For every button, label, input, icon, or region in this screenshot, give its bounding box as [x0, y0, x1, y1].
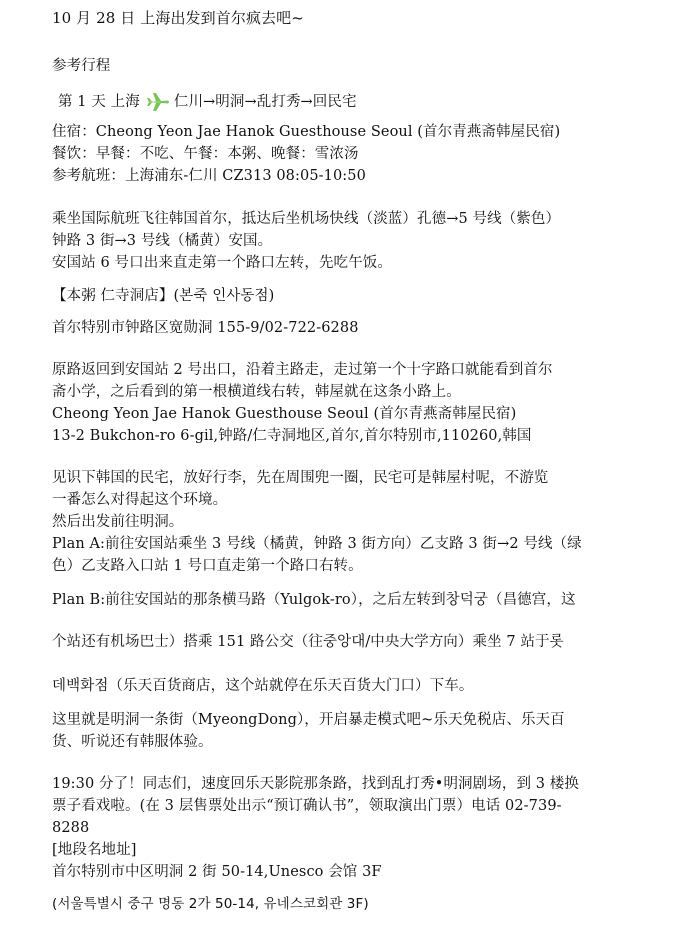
guesthouse-address: 13-2 Bukchon-ro 6-gil,钟路/仁寺洞地区,首尔,首尔特别市,110260,韩国 — [52, 428, 532, 444]
transport-line-1: 乘坐国际航班飞往韩国首尔，抵达后坐机场快线（淡蓝）孔德→5 号线（紫色） — [52, 211, 561, 227]
activity-line-3: 然后出发前往明洞。 — [52, 514, 184, 530]
transport-line-3: 安国站 6 号口出来直走第一个路口左转，先吃午饭。 — [52, 255, 392, 271]
route-line-2: 斋小学，之后看到的第一根横道线右转，韩屋就在这条小路上。 — [52, 384, 461, 400]
document-title: 10 月 28 日 上海出发到首尔疯去吧~ — [52, 9, 304, 27]
plan-b-line-3: 데백화점（乐天百货商店，这个站就停在乐天百货大门口）下车。 — [52, 678, 474, 694]
meals-line: 餐饮：早餐：不吃、午餐：本粥、晚餐：雪浓汤 — [52, 146, 359, 162]
restaurant-address: 首尔特别市钟路区宽勋洞 155-9/02-722-6288 — [52, 320, 359, 336]
guesthouse-name: Cheong Yeon Jae Hanok Guesthouse Seoul (首尔青燕斋韩屋民宿) — [52, 406, 517, 422]
activity-line-1: 见识下韩国的民宅，放好行李，先在周围兜一圈，民宅可是韩屋村呢，不游览 — [52, 470, 549, 486]
transport-line-2: 钟路 3 街→3 号线（橘黄）安国。 — [52, 233, 273, 249]
plan-a-line-2: 色）乙支路入口站 1 号口直走第一个路口右转。 — [52, 558, 363, 574]
show-phone-line: 8288 — [52, 820, 90, 836]
myeongdong-line-2: 货、听说还有韩服体验。 — [52, 734, 213, 750]
plan-a-line-1: Plan A:前往安国站乘坐 3 号线（橘黄，钟路 3 街方向）乙支路 3 街→2 号线（绿 — [52, 536, 582, 552]
myeongdong-line-1: 这里就是明洞一条街（MyeongDong），开启暴走模式吧~乐天免税店、乐天百 — [52, 712, 565, 728]
show-line-2: 票子看戏啦。(在 3 层售票处出示“预订确认书”，领取演出门票）电话 02-739- — [52, 798, 562, 814]
activity-line-2: 一番怎么对得起这个环境。 — [52, 492, 228, 508]
airplane-icon — [146, 92, 170, 112]
theater-address-korean: (서울특별시 중구 명동 2가 50-14, 유네스코회관 3F) — [52, 896, 369, 912]
accommodation-line: 住宿：Cheong Yeon Jae Hanok Guesthouse Seoul (首尔青燕斋韩屋民宿) — [52, 124, 561, 140]
flight-line: 参考航班：上海浦东-仁川 CZ313 08:05-10:50 — [52, 168, 366, 184]
show-line-1: 19:30 分了！同志们，速度回乐天影院那条路，找到乱打秀•明洞剧场，到 3 楼换 — [52, 776, 579, 792]
address-heading: [地段名地址] — [52, 842, 137, 858]
day-route: 仁川→明洞→乱打秀→回民宅 — [173, 94, 357, 110]
section-heading: 参考行程 — [52, 58, 111, 74]
day-label: 第 1 天 上海 — [58, 94, 140, 110]
theater-address: 首尔特别市中区明洞 2 街 50-14,Unesco 会馆 3F — [52, 864, 382, 880]
day-1-route — [58, 92, 357, 112]
plan-b-line-2: 个站还有机场巴士）搭乘 151 路公交（往중앙대/中央大学方向）乘坐 7 站于롯 — [52, 634, 564, 650]
itinerary-document — [52, 0, 692, 933]
restaurant-name: 【本粥 仁寺洞店】(본죽 인사동점) — [52, 288, 275, 304]
route-line-1: 原路返回到安国站 2 号出口，沿着主路走，走过第一个十字路口就能看到首尔 — [52, 362, 553, 378]
plan-b-line-1: Plan B:前往安国站的那条横马路（Yulgok-ro），之后左转到창덕궁（昌德宫，这 — [52, 592, 576, 608]
